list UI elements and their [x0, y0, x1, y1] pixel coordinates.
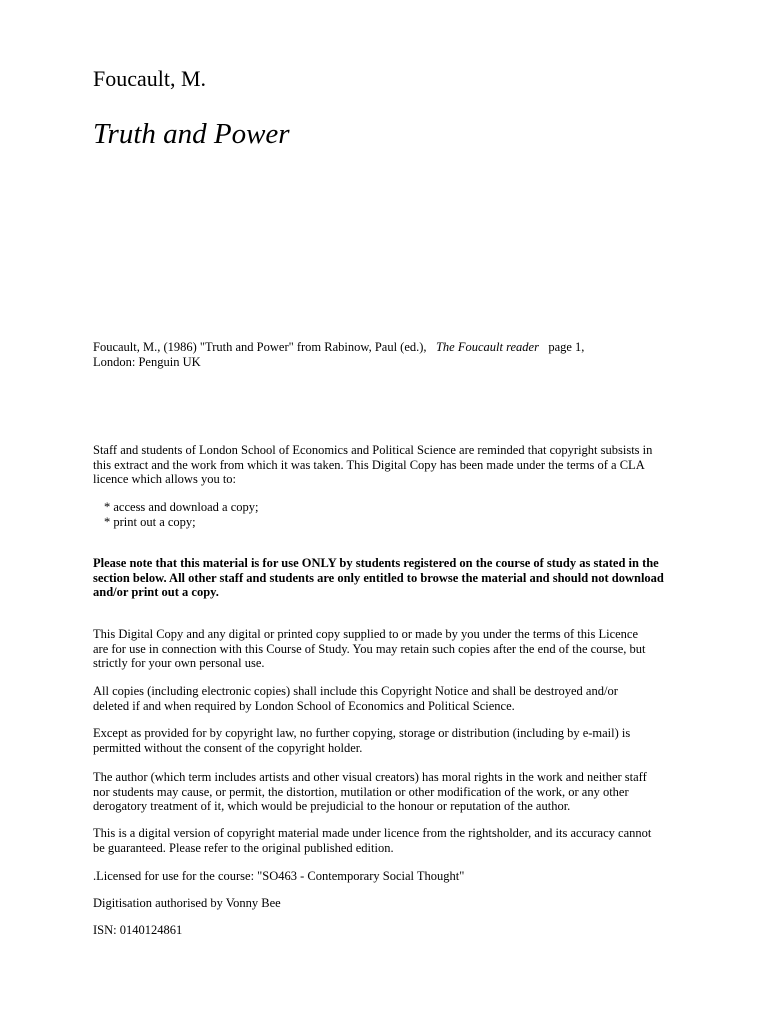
document-title: Truth and Power [93, 118, 290, 150]
course-license-line: .Licensed for use for the course: "SO463 - Contemporary Social Thought" [93, 869, 465, 883]
usage-warning: Please note that this material is for use ONLY by students registered on the course of study as stated in the section below. All other staff and students are only entitled to browse the material and should not download and/or print out a copy. [93, 556, 664, 599]
notice-paragraph: The author (which term includes artists and other visual creators) has moral rights in the work and neither staff nor students may cause, or permit, the distortion, mutilation or other modification of the work, or any other derogatory treatment of it, which would be prejudicial to the honour or reputation of the author. [93, 770, 647, 813]
allowed-uses-list [104, 500, 258, 529]
notice-paragraph: This Digital Copy and any digital or printed copy supplied to or made by you under the terms of this Licence are for use in connection with this Course of Study. You may retain such copies after the end of the course, but strictly for your own personal use. [93, 627, 646, 670]
digitisation-authorised-line: Digitisation authorised by Vonny Bee [93, 896, 281, 910]
citation-book-title: The Foucault reader [435, 340, 539, 354]
citation-publisher: London: Penguin UK [93, 354, 201, 369]
notice-paragraph: This is a digital version of copyright material made under licence from the rightsholder, and its accuracy cannot be guaranteed. Please refer to the original published edition. [93, 826, 652, 855]
notice-paragraph: Except as provided for by copyright law, no further copying, storage or distribution (including by e-mail) is permitted without the consent of the copyright holder. [93, 726, 631, 755]
isn-line: ISN: 0140124861 [93, 923, 183, 937]
notice-paragraph: All copies (including electronic copies) shall include this Copyright Notice and shall be destroyed and/or deleted if and when required by London School of Economics and Political Science. [93, 684, 618, 713]
copyright-notice-intro: Staff and students of London School of Economics and Political Science are reminded that copyright subsists in this extract and the work from which it was taken. This Digital Copy has been made under the terms of a CLA licence which allows you to: [93, 443, 653, 486]
citation-page: page 1, [548, 340, 585, 354]
author-name: Foucault, M. [93, 66, 207, 91]
citation [93, 340, 653, 369]
list-item: * access and download a copy; [104, 500, 259, 514]
list-item: * print out a copy; [104, 514, 196, 529]
citation-prefix: Foucault, M., (1986) "Truth and Power" from Rabinow, Paul (ed.), [93, 340, 427, 354]
